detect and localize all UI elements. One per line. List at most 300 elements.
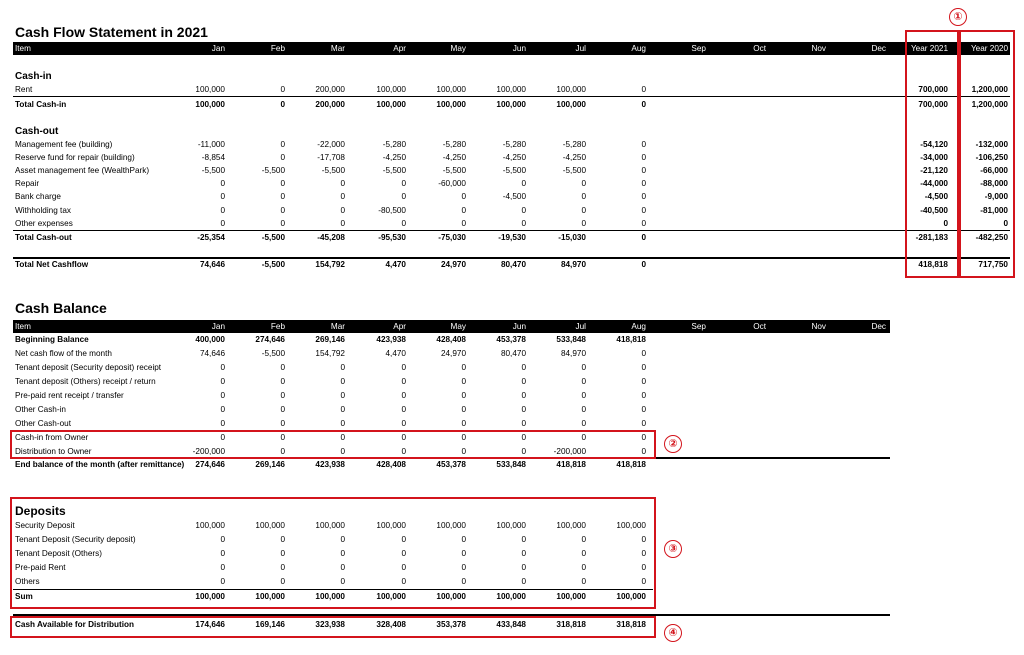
- cash-out-total-line: [13, 230, 1010, 231]
- cell-value-year: -106,250: [975, 153, 1008, 162]
- cell-value: 0: [641, 405, 646, 414]
- cell-value: 0: [461, 447, 466, 456]
- balance-row: [13, 348, 890, 361]
- column-header-aug: Aug: [631, 322, 646, 331]
- highlight-box-year2021: [905, 30, 959, 278]
- cell-value: 0: [581, 535, 586, 544]
- cell-value: 0: [641, 192, 646, 201]
- row-label: Rent: [15, 85, 33, 94]
- cell-value: 0: [521, 179, 526, 188]
- highlight-box-year2020: [959, 30, 1015, 278]
- column-header-jun: Jun: [512, 322, 526, 331]
- column-header-jan: Jan: [211, 44, 225, 53]
- cell-value: 433,848: [496, 620, 526, 629]
- cell-value: 84,970: [560, 349, 586, 358]
- row-label: Other Cash-out: [15, 419, 71, 428]
- cell-value: 100,000: [616, 592, 646, 601]
- cell-value: 0: [280, 535, 285, 544]
- cell-value: 0: [581, 206, 586, 215]
- balance-row: [13, 390, 890, 403]
- cell-value: 0: [521, 433, 526, 442]
- column-header-sep: Sep: [691, 44, 706, 53]
- cell-value: 0: [220, 219, 225, 228]
- balance-row: [13, 459, 890, 472]
- cell-value: -5,500: [261, 233, 285, 242]
- cell-value-year: -34,000: [920, 153, 948, 162]
- cell-value: -17,708: [317, 153, 345, 162]
- cell-value: -5,500: [382, 166, 406, 175]
- cell-value: 4,470: [385, 260, 406, 269]
- cell-value: 100,000: [315, 592, 345, 601]
- cell-value: 0: [461, 549, 466, 558]
- cell-value: -45,208: [317, 233, 345, 242]
- cell-value: 0: [401, 433, 406, 442]
- cell-value: 0: [521, 577, 526, 586]
- cell-value: 0: [461, 405, 466, 414]
- cell-value: 0: [641, 153, 646, 162]
- cell-value: 100,000: [376, 100, 406, 109]
- cell-value: 453,378: [496, 335, 526, 344]
- annotation-marker-2: ②: [664, 435, 682, 453]
- cell-value: 0: [641, 233, 646, 242]
- cell-value: 0: [340, 179, 345, 188]
- cell-value: 24,970: [440, 349, 466, 358]
- cell-value: 274,646: [195, 460, 225, 469]
- cell-value: 0: [280, 85, 285, 94]
- cashflow-row: [13, 232, 1010, 245]
- cell-value: -75,030: [438, 233, 466, 242]
- cell-value: 0: [401, 535, 406, 544]
- cell-value: 84,970: [560, 260, 586, 269]
- cell-value: 100,000: [436, 100, 466, 109]
- row-label: Beginning Balance: [15, 335, 89, 344]
- cell-value: 0: [280, 577, 285, 586]
- column-header-sep: Sep: [691, 322, 706, 331]
- column-header-oct: Oct: [753, 44, 766, 53]
- cell-value: 418,818: [616, 460, 646, 469]
- deposit-row: [13, 576, 653, 589]
- annotation-marker-4: ④: [664, 624, 682, 642]
- cell-value: 0: [340, 206, 345, 215]
- cell-value: 100,000: [376, 521, 406, 530]
- cell-value: 0: [280, 391, 285, 400]
- row-label: Withholding tax: [15, 206, 71, 215]
- row-label: Cash-in from Owner: [15, 433, 89, 442]
- cell-value: 80,470: [500, 349, 526, 358]
- cell-value-year: 1,200,000: [971, 100, 1008, 109]
- cell-value: 0: [521, 363, 526, 372]
- deposit-row: [13, 520, 653, 533]
- cell-value: 0: [220, 363, 225, 372]
- cell-value: 0: [521, 405, 526, 414]
- row-label: Total Net Cashflow: [15, 260, 89, 269]
- cell-value: 100,000: [556, 592, 586, 601]
- cell-value: 0: [521, 549, 526, 558]
- cell-value: 74,646: [199, 260, 225, 269]
- cell-value: 200,000: [315, 85, 345, 94]
- cell-value: 0: [641, 391, 646, 400]
- balance-row: [13, 334, 890, 347]
- cell-value: 0: [280, 549, 285, 558]
- cell-value: 0: [401, 179, 406, 188]
- balance-row: [13, 404, 890, 417]
- column-header-may: May: [450, 322, 466, 331]
- cell-value: 0: [340, 549, 345, 558]
- cell-value: 154,792: [315, 260, 345, 269]
- cell-value: 0: [461, 206, 466, 215]
- row-label: Tenant Deposit (Security deposit): [15, 535, 136, 544]
- cell-value: 0: [220, 433, 225, 442]
- balance-row: [13, 376, 890, 389]
- cell-value: -5,500: [321, 166, 345, 175]
- cell-value: 0: [461, 577, 466, 586]
- cell-value: 0: [220, 377, 225, 386]
- cell-value: 100,000: [315, 521, 345, 530]
- cell-value-year: 700,000: [918, 85, 948, 94]
- cell-value-year: -281,183: [915, 233, 948, 242]
- cell-value: 323,938: [315, 620, 345, 629]
- cell-value: 100,000: [436, 592, 466, 601]
- row-label: Pre-paid Rent: [15, 563, 66, 572]
- cell-value: 0: [641, 100, 646, 109]
- cell-value: 0: [641, 549, 646, 558]
- cell-value: 0: [401, 391, 406, 400]
- column-header-jul: Jul: [575, 44, 586, 53]
- cashflow-row: [13, 152, 1010, 165]
- cell-value: 0: [581, 363, 586, 372]
- cell-value: 0: [641, 535, 646, 544]
- cell-value: 100,000: [556, 100, 586, 109]
- cell-value: 0: [641, 140, 646, 149]
- cell-value: 0: [280, 100, 285, 109]
- cell-value: 0: [340, 563, 345, 572]
- cell-value: 0: [461, 419, 466, 428]
- cell-value: -5,280: [502, 140, 526, 149]
- cell-value: 0: [280, 563, 285, 572]
- cell-value: -5,280: [442, 140, 466, 149]
- cell-value: 0: [581, 219, 586, 228]
- cell-value: 0: [401, 377, 406, 386]
- cell-value: 0: [220, 192, 225, 201]
- cell-value: 100,000: [255, 521, 285, 530]
- column-header-feb: Feb: [270, 44, 285, 53]
- cell-value-year: -21,120: [920, 166, 948, 175]
- row-label: Others: [15, 577, 40, 586]
- cell-value: 0: [340, 363, 345, 372]
- column-header-nov: Nov: [811, 322, 826, 331]
- column-header-year-2020: Year 2020: [970, 44, 1008, 53]
- cell-value: -95,530: [378, 233, 406, 242]
- cell-value: 0: [581, 549, 586, 558]
- cell-value: 100,000: [496, 521, 526, 530]
- column-header-dec: Dec: [871, 322, 886, 331]
- cell-value: 0: [220, 563, 225, 572]
- cash-out-section-label: Cash-out: [15, 126, 59, 137]
- cell-value: 453,378: [436, 460, 466, 469]
- cell-value: 0: [220, 549, 225, 558]
- cell-value: 0: [641, 85, 646, 94]
- cell-value: 318,818: [616, 620, 646, 629]
- cell-value: 0: [220, 391, 225, 400]
- cell-value: 428,408: [376, 460, 406, 469]
- cashflow-row: [13, 178, 1010, 191]
- cell-value: 0: [401, 363, 406, 372]
- cell-value: 100,000: [255, 592, 285, 601]
- cell-value: -25,354: [197, 233, 225, 242]
- cell-value: 269,146: [255, 460, 285, 469]
- cell-value: 100,000: [556, 521, 586, 530]
- cell-value: 0: [461, 563, 466, 572]
- row-label: Repair: [15, 179, 40, 188]
- row-label: Total Cash-out: [15, 233, 72, 242]
- cell-value: 0: [581, 405, 586, 414]
- distribution-row: [13, 619, 653, 632]
- cell-value: 533,848: [496, 460, 526, 469]
- cell-value: 0: [280, 140, 285, 149]
- cell-value: -15,030: [558, 233, 586, 242]
- row-label: Cash Available for Distribution: [15, 620, 135, 629]
- cell-value: 100,000: [195, 100, 225, 109]
- cell-value: 4,470: [385, 349, 406, 358]
- deposits-title: Deposits: [15, 504, 66, 518]
- cell-value: 0: [581, 419, 586, 428]
- cell-value: -4,250: [382, 153, 406, 162]
- cell-value-year: -40,500: [920, 206, 948, 215]
- cell-value: 328,408: [376, 620, 406, 629]
- cash-in-total-line: [13, 96, 1010, 97]
- cell-value: 100,000: [195, 521, 225, 530]
- cell-value-year: 700,000: [918, 100, 948, 109]
- deposits-sum-line: [13, 589, 653, 590]
- deposit-row: [13, 534, 653, 547]
- column-header-jun: Jun: [512, 44, 526, 53]
- row-label: Net cash flow of the month: [15, 349, 112, 358]
- cell-value: 0: [401, 419, 406, 428]
- cell-value: 0: [581, 192, 586, 201]
- cell-value: 0: [280, 179, 285, 188]
- cell-value: 100,000: [496, 85, 526, 94]
- cell-value: 0: [641, 563, 646, 572]
- deposit-row: [13, 591, 653, 604]
- cell-value: -4,500: [502, 192, 526, 201]
- cell-value: 0: [340, 405, 345, 414]
- cell-value: 533,848: [556, 335, 586, 344]
- cell-value: 0: [280, 192, 285, 201]
- cell-value: 100,000: [195, 85, 225, 94]
- cell-value: -5,500: [442, 166, 466, 175]
- cell-value: 0: [280, 377, 285, 386]
- cell-value: 0: [280, 206, 285, 215]
- cell-value: 100,000: [376, 592, 406, 601]
- cashflow-row: [13, 99, 1010, 112]
- cashflow-row: [13, 191, 1010, 204]
- cell-value: 0: [641, 577, 646, 586]
- cell-value: 0: [401, 405, 406, 414]
- cell-value: 353,378: [436, 620, 466, 629]
- cell-value: 0: [641, 260, 646, 269]
- cell-value-year: -44,000: [920, 179, 948, 188]
- column-header-item: Item: [15, 322, 31, 331]
- balance-header-row: [13, 320, 890, 333]
- cell-value: 0: [521, 535, 526, 544]
- cell-value: 0: [641, 166, 646, 175]
- annotation-marker-1: ①: [949, 8, 967, 26]
- net-cashflow-line: [13, 257, 1010, 259]
- cell-value: 0: [220, 206, 225, 215]
- cell-value: -5,500: [502, 166, 526, 175]
- cell-value: 423,938: [376, 335, 406, 344]
- cell-value: -200,000: [192, 447, 225, 456]
- cell-value: 269,146: [315, 335, 345, 344]
- cell-value: 0: [581, 563, 586, 572]
- cell-value: 423,938: [315, 460, 345, 469]
- cell-value: 0: [220, 179, 225, 188]
- cell-value: 0: [401, 447, 406, 456]
- cell-value-year: 717,750: [978, 260, 1008, 269]
- column-header-oct: Oct: [753, 322, 766, 331]
- cell-value: -5,280: [382, 140, 406, 149]
- row-label: Total Cash-in: [15, 100, 67, 109]
- cell-value: 100,000: [376, 85, 406, 94]
- cell-value: 0: [581, 377, 586, 386]
- cell-value: 0: [581, 577, 586, 586]
- cashflow-row: [13, 139, 1010, 152]
- cell-value: 0: [340, 535, 345, 544]
- cell-value: 0: [641, 349, 646, 358]
- cell-value: 428,408: [436, 335, 466, 344]
- cell-value: 400,000: [195, 335, 225, 344]
- cell-value: 0: [280, 433, 285, 442]
- cell-value: 0: [280, 153, 285, 162]
- cell-value: 0: [521, 377, 526, 386]
- row-label: Distribution to Owner: [15, 447, 92, 456]
- cell-value: 0: [641, 206, 646, 215]
- cell-value: 100,000: [556, 85, 586, 94]
- row-label: Other expenses: [15, 219, 73, 228]
- column-header-feb: Feb: [270, 322, 285, 331]
- column-header-aug: Aug: [631, 44, 646, 53]
- cell-value: 0: [401, 192, 406, 201]
- column-header-dec: Dec: [871, 44, 886, 53]
- cell-value-year: -9,000: [984, 192, 1008, 201]
- cell-value: 274,646: [255, 335, 285, 344]
- cell-value: 100,000: [195, 592, 225, 601]
- deposit-row: [13, 548, 653, 561]
- row-label: Bank charge: [15, 192, 61, 201]
- cell-value: 0: [280, 419, 285, 428]
- cell-value: 0: [401, 549, 406, 558]
- cell-value: -19,530: [498, 233, 526, 242]
- cell-value: 174,646: [195, 620, 225, 629]
- cell-value: 0: [521, 391, 526, 400]
- cell-value: -5,500: [201, 166, 225, 175]
- cell-value: 0: [340, 192, 345, 201]
- deposit-row: [13, 562, 653, 575]
- cell-value: 0: [220, 405, 225, 414]
- row-label: Asset management fee (WealthPark): [15, 166, 150, 175]
- cell-value: 318,818: [556, 620, 586, 629]
- cell-value: 0: [340, 577, 345, 586]
- cell-value: 0: [461, 433, 466, 442]
- cell-value: -5,500: [261, 349, 285, 358]
- cell-value: -5,500: [562, 166, 586, 175]
- balance-title: Cash Balance: [15, 300, 107, 316]
- cell-value: 0: [641, 433, 646, 442]
- cell-value: 0: [340, 447, 345, 456]
- cell-value: 0: [220, 577, 225, 586]
- cell-value: 0: [280, 363, 285, 372]
- cell-value: 0: [280, 447, 285, 456]
- cashflow-row: [13, 165, 1010, 178]
- cell-value: 0: [461, 535, 466, 544]
- cell-value: 0: [641, 447, 646, 456]
- column-header-apr: Apr: [393, 44, 406, 53]
- cell-value: 24,970: [440, 260, 466, 269]
- cell-value: 0: [401, 219, 406, 228]
- row-label: Security Deposit: [15, 521, 75, 530]
- row-label: Tenant Deposit (Others): [15, 549, 102, 558]
- column-header-item: Item: [15, 44, 31, 53]
- cell-value: 0: [220, 419, 225, 428]
- cell-value-year: -132,000: [975, 140, 1008, 149]
- cell-value-year: -81,000: [980, 206, 1008, 215]
- cell-value: 0: [521, 206, 526, 215]
- cell-value: 0: [521, 563, 526, 572]
- cell-value: -60,000: [438, 179, 466, 188]
- cell-value: 0: [340, 377, 345, 386]
- cashflow-header-row: [13, 42, 1010, 55]
- cell-value: 0: [641, 179, 646, 188]
- cell-value: 0: [220, 535, 225, 544]
- cell-value: 200,000: [315, 100, 345, 109]
- cell-value: 0: [340, 419, 345, 428]
- row-label: Sum: [15, 592, 33, 601]
- highlight-box-owner-flows: [10, 430, 656, 459]
- cell-value-year: -88,000: [980, 179, 1008, 188]
- cash-in-section-label: Cash-in: [15, 71, 52, 82]
- column-header-nov: Nov: [811, 44, 826, 53]
- cell-value: 0: [461, 377, 466, 386]
- column-header-year-2021: Year 2021: [910, 44, 948, 53]
- cell-value: -5,500: [261, 260, 285, 269]
- cell-value: 0: [581, 433, 586, 442]
- cell-value: -22,000: [317, 140, 345, 149]
- cell-value: -5,500: [261, 166, 285, 175]
- cell-value: 100,000: [616, 521, 646, 530]
- cell-value: 418,818: [556, 460, 586, 469]
- balance-row: [13, 362, 890, 375]
- column-header-jul: Jul: [575, 322, 586, 331]
- cashflow-row: [13, 205, 1010, 218]
- cashflow-row: [13, 259, 1010, 272]
- cell-value: 0: [461, 192, 466, 201]
- cell-value: 0: [461, 219, 466, 228]
- cell-value: 154,792: [315, 349, 345, 358]
- cell-value: -5,280: [562, 140, 586, 149]
- row-label: Management fee (building): [15, 140, 113, 149]
- cell-value: 0: [340, 433, 345, 442]
- cell-value: 0: [581, 179, 586, 188]
- cell-value: 0: [401, 577, 406, 586]
- cell-value: 0: [641, 219, 646, 228]
- cell-value: 0: [461, 391, 466, 400]
- cell-value: 0: [340, 219, 345, 228]
- cell-value: 418,818: [616, 335, 646, 344]
- cell-value: 0: [641, 419, 646, 428]
- cell-value: -200,000: [553, 447, 586, 456]
- cell-value-year: -54,120: [920, 140, 948, 149]
- cell-value: -11,000: [197, 140, 225, 149]
